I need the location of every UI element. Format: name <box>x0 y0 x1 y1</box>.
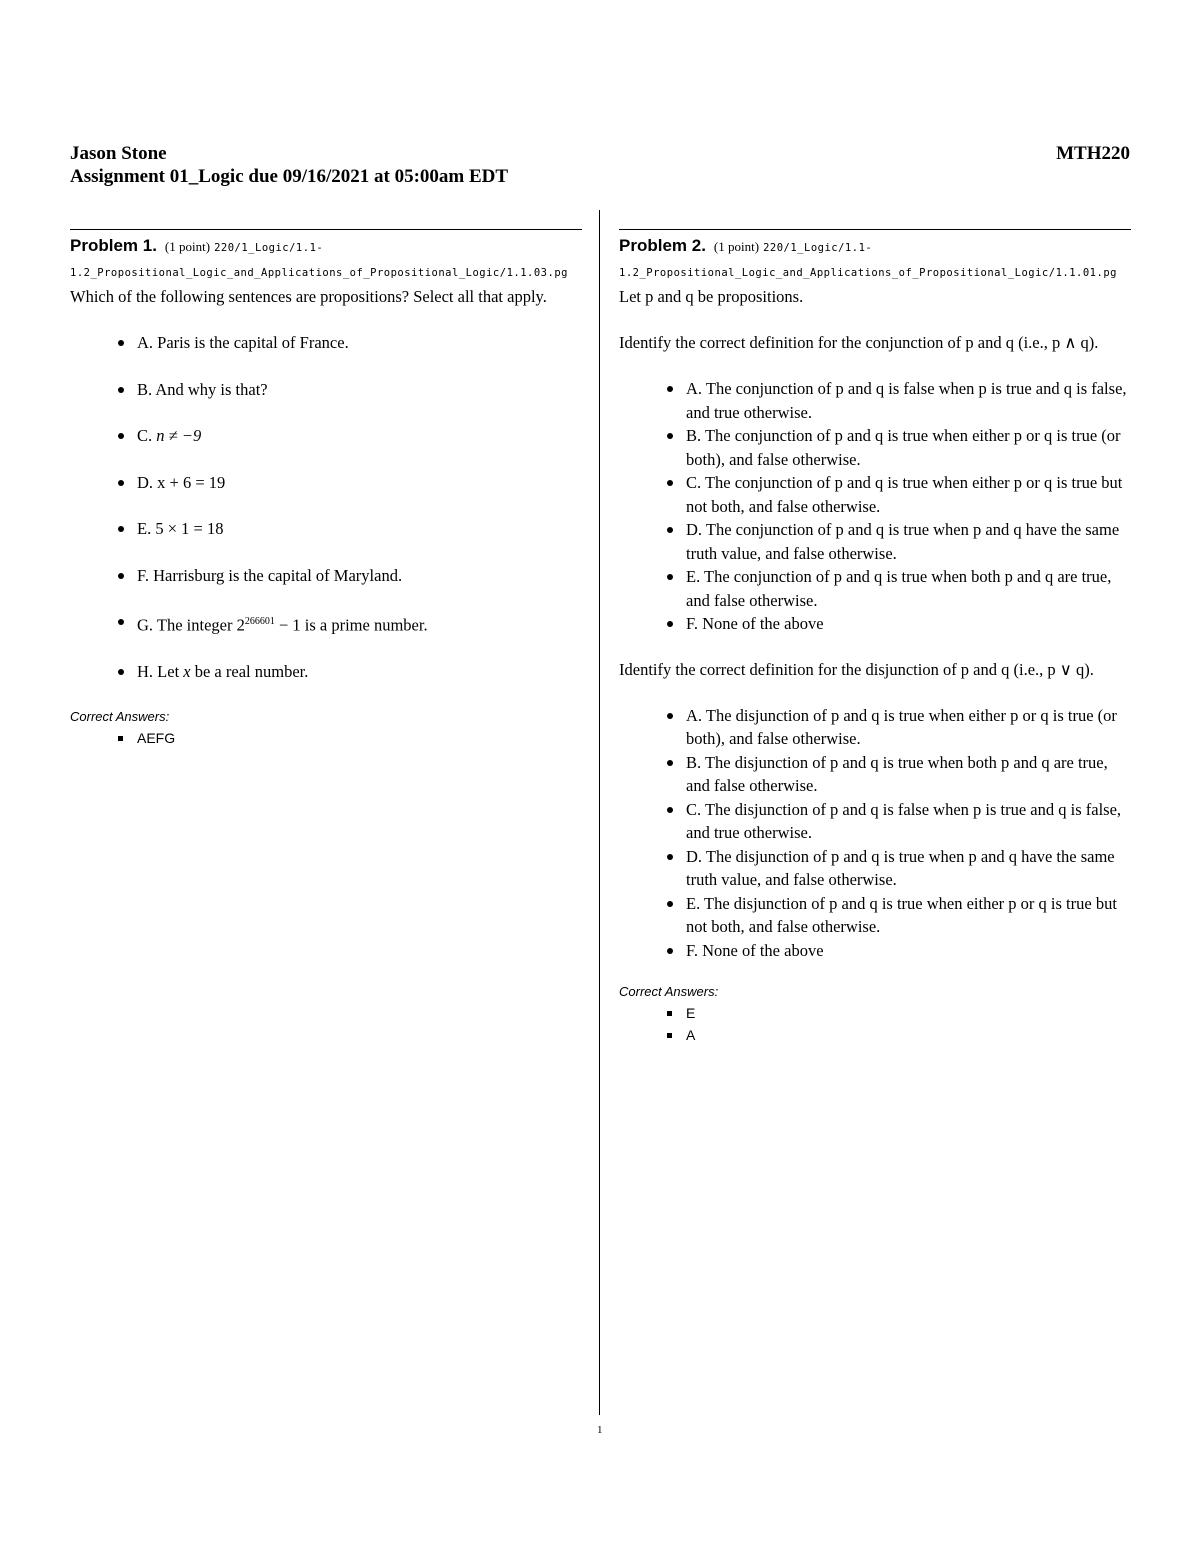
q2-option-e: E. The disjunction of p and q is true when either p or q is true but not both, and false otherwise. <box>664 892 1131 939</box>
problem-2-intro: Let p and q be propositions. <box>619 287 804 306</box>
assignment-title: Assignment 01_Logic due 09/16/2021 at 05:00am EDT <box>70 166 509 187</box>
problem-2-correct-answers-label: Correct Answers: <box>619 984 719 999</box>
option-h <box>115 660 582 684</box>
option-d <box>115 471 582 495</box>
option-a: A. Paris is the capital of France. <box>115 331 582 355</box>
problem-2-question-2: Identify the correct definition for the disjunction of p and q (i.e., p ∨ q). <box>619 659 1094 679</box>
q1-option-a: A. The conjunction of p and q is false when p is true and q is false, and true otherwise. <box>664 377 1131 424</box>
q1-option-b: B. The conjunction of p and q is true when either p or q is true (or both), and false otherwise. <box>664 424 1131 471</box>
q2-option-c: C. The disjunction of p and q is false when p is true and q is false, and true otherwise. <box>664 798 1131 845</box>
problem-2-answers <box>619 1002 1131 1046</box>
problem-1-label: Problem 1. <box>70 236 157 255</box>
course-code: MTH220 <box>1056 143 1130 164</box>
option-c-prefix: C. <box>137 426 157 445</box>
problem-2-q2-options <box>619 704 1131 963</box>
problem-1-answers <box>70 727 582 749</box>
option-g-suffix: − 1 is a prime number. <box>274 615 428 635</box>
option-b: B. And why is that? <box>115 378 582 402</box>
answer-item: E <box>664 1002 1131 1024</box>
problem-1-points: (1 point) <box>164 239 211 254</box>
q1-option-c: C. The conjunction of p and q is true when either p or q is true but not both, and false otherwise. <box>664 471 1131 518</box>
problem-2-path: 220/1_Logic/1.1-1.2_Propositional_Logic_and_Applications_of_Propositional_Logic/1.1.01.pg <box>619 242 1117 279</box>
problem-1-options <box>70 331 582 684</box>
option-h-var: x <box>183 662 191 681</box>
problem-1-question: Which of the following sentences are propositions? Select all that apply. <box>70 287 547 306</box>
option-g-exponent: 266601 <box>244 616 275 627</box>
problem-2 <box>619 229 1131 1046</box>
option-h-prefix: H. Let <box>137 662 184 681</box>
problem-2-q1-options <box>619 377 1131 636</box>
option-c <box>115 424 582 448</box>
q2-option-d: D. The disjunction of p and q is true when p and q have the same truth value, and false otherwise. <box>664 845 1131 892</box>
q2-option-a: A. The disjunction of p and q is true when either p or q is true (or both), and false otherwise. <box>664 704 1131 751</box>
q1-option-e: E. The conjunction of p and q is true when both p and q are true, and false otherwise. <box>664 565 1131 612</box>
student-name: Jason Stone <box>70 143 167 164</box>
problem-1 <box>70 229 582 749</box>
option-g <box>115 610 582 637</box>
problem-1-correct-answers-label: Correct Answers: <box>70 708 170 724</box>
answer-item: A <box>664 1024 1131 1046</box>
problem-2-question-1: Identify the correct definition for the conjunction of p and q (i.e., p ∧ q). <box>619 333 1099 352</box>
q2-option-b: B. The disjunction of p and q is true when both p and q are true, and false otherwise. <box>664 751 1131 798</box>
problem-2-points: (1 point) <box>713 239 760 254</box>
option-e <box>115 517 582 541</box>
option-g-prefix: G. The integer 2 <box>137 615 245 635</box>
option-d-prefix: D. <box>137 472 158 492</box>
q1-option-d: D. The conjunction of p and q is true when p and q have the same truth value, and false otherwise. <box>664 518 1131 565</box>
option-h-suffix: be a real number. <box>190 662 309 681</box>
option-f: F. Harrisburg is the capital of Maryland. <box>115 564 582 588</box>
answer-item: AEFG <box>115 727 582 749</box>
column-divider <box>599 210 600 1415</box>
option-d-math: x + 6 = 19 <box>157 472 226 492</box>
option-e-math: 5 × 1 = 18 <box>155 519 224 538</box>
q2-option-f: F. None of the above <box>664 939 1131 963</box>
problem-2-label: Problem 2. <box>619 236 706 255</box>
problem-1-header <box>70 234 582 285</box>
q1-option-f: F. None of the above <box>664 612 1131 636</box>
option-e-prefix: E. <box>137 519 156 538</box>
option-c-math: n ≠ −9 <box>156 426 202 445</box>
problem-2-header <box>619 234 1131 285</box>
page-number: 1 <box>597 1424 603 1436</box>
problem-1-path: 220/1_Logic/1.1-1.2_Propositional_Logic_and_Applications_of_Propositional_Logic/1.1.03.pg <box>70 242 568 279</box>
